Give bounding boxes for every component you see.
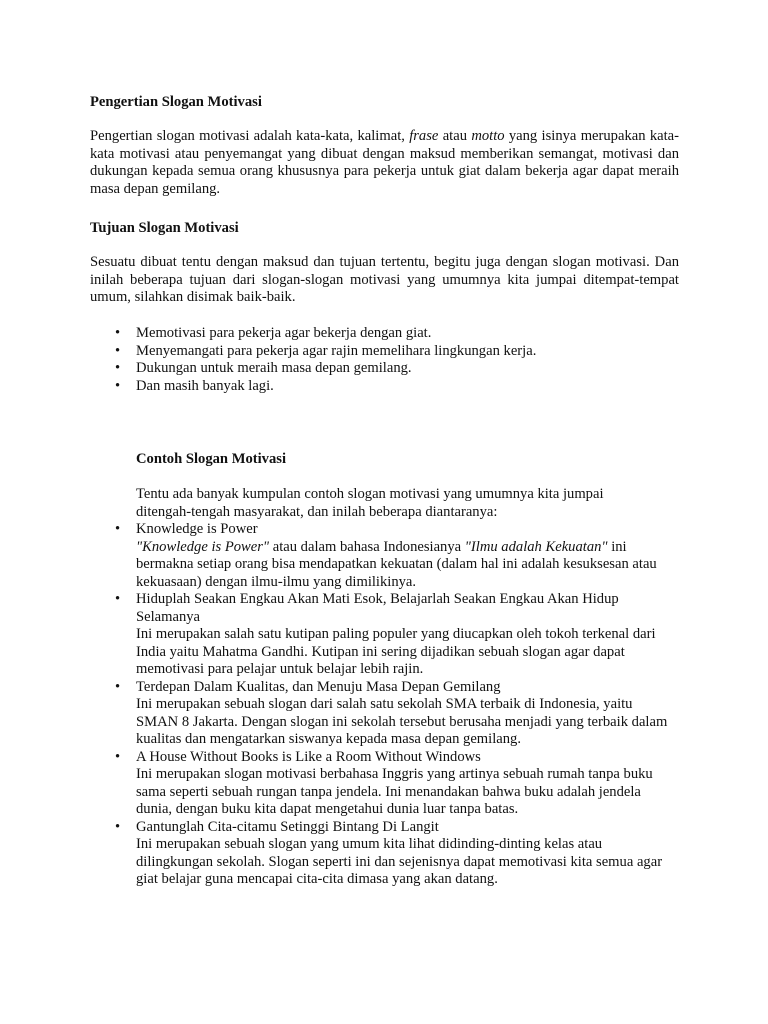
bullet-icon: • [115, 342, 121, 359]
list-item: • Dukungan untuk meraih masa depan gemilang. [115, 360, 412, 376]
paragraph-pengertian: Pengertian slogan motivasi adalah kata-kata, kalimat, frase atau motto yang isinya merupakan kata-kata motivasi atau penyemangat yang dibuat dengan maksud memberikan semangat, motivasi dan dukungan kepada semua orang khususnya para pekerja untuk giat dalam bekerja agar dapat meraih masa depan gemilang. [90, 128, 679, 197]
list-item: • Memotivasi para pekerja agar bekerja dengan giat. [115, 325, 432, 341]
bullet-icon: • [115, 748, 121, 765]
slogan-description: Ini merupakan sebuah slogan yang umum kita lihat didinding-dinting kelas atau dilingkungan sekolah. Slogan seperti ini dan sejenisnya dapat memotivasi kita semua agar giat belajar guna mencapai cita-cita dimasa yang akan datang. [136, 836, 663, 887]
slogan-description: Ini merupakan sebuah slogan dari salah satu sekolah SMA terbaik di Indonesia, yaitu SMAN 8 Jakarta. Dengan slogan ini sekolah tersebut berusaha menjadi yang terbaik dalam kualitas dan mengatarkan siswanya kepada masa depan gemilang. [136, 696, 668, 747]
bullet-icon: • [115, 377, 121, 394]
slogan-title: Hiduplah Seakan Engkau Akan Mati Esok, Belajarlah Seakan Engkau Akan Hidup Selamanya [136, 591, 619, 625]
bullet-icon: • [115, 678, 121, 695]
slogan-title: A House Without Books is Like a Room Without Windows [136, 748, 481, 765]
bullet-icon: • [115, 360, 121, 376]
heading-contoh: Contoh Slogan Motivasi [136, 451, 287, 467]
list-item [115, 748, 678, 819]
heading-tujuan: Tujuan Slogan Motivasi [90, 220, 239, 236]
list-item [115, 591, 678, 679]
bullet-icon: • [115, 591, 121, 607]
list-item: • Dan masih banyak lagi. [115, 377, 274, 394]
list-item: • Menyemangati para pekerja agar rajin memelihara lingkungan kerja. [115, 342, 537, 359]
paragraph-contoh-intro: Tentu ada banyak kumpulan contoh slogan motivasi yang umumnya kita jumpai ditengah-tengah masyarakat, dan inilah beberapa diantaranya: [136, 486, 604, 520]
slogan-title: Knowledge is Power [136, 521, 258, 537]
contoh-list [115, 521, 678, 889]
slogan-description: Ini merupakan salah satu kutipan paling populer yang diucapkan oleh tokoh terkenal dari India yaitu Mahatma Gandhi. Kutipan ini sering dijadikan sebuah slogan agar dapat memotivasi para pelajar untuk belajar lebih rajin. [136, 626, 656, 677]
tujuan-list [115, 325, 679, 395]
slogan-description: Ini merupakan slogan motivasi berbahasa Inggris yang artinya sebuah rumah tanpa buku sama seperti sebuah rungan tanpa jendela. Ini menandakan bahwa buku adalah jendela dunia, dengan buku kita dapat mengetahui dunia luar tanpa batas. [136, 766, 653, 817]
heading-pengertian: Pengertian Slogan Motivasi [90, 94, 262, 110]
bullet-icon: • [115, 521, 121, 537]
bullet-icon: • [115, 325, 121, 341]
slogan-description: "Knowledge is Power" atau dalam bahasa Indonesianya "Ilmu adalah Kekuatan" ini bermakna setiap orang bisa mendapatkan kekuatan (dalam hal ini adalah kesuksesan atau kekuasaan) dengan ilmu-ilmu yang dimilikinya. [136, 538, 657, 590]
list-item [115, 818, 678, 889]
slogan-title: Terdepan Dalam Kualitas, dan Menuju Masa Depan Gemilang [136, 678, 501, 695]
bullet-icon: • [115, 818, 121, 835]
list-item [115, 521, 678, 591]
slogan-title: Gantunglah Cita-citamu Setinggi Bintang Di Langit [136, 818, 439, 835]
list-item [115, 678, 678, 749]
paragraph-tujuan: Sesuatu dibuat tentu dengan maksud dan tujuan tertentu, begitu juga dengan slogan motivasi. Dan inilah beberapa tujuan dari slogan-slogan motivasi yang umumnya kita jumpai ditempat-tempat umum, silahkan disimak baik-baik. [90, 254, 679, 305]
